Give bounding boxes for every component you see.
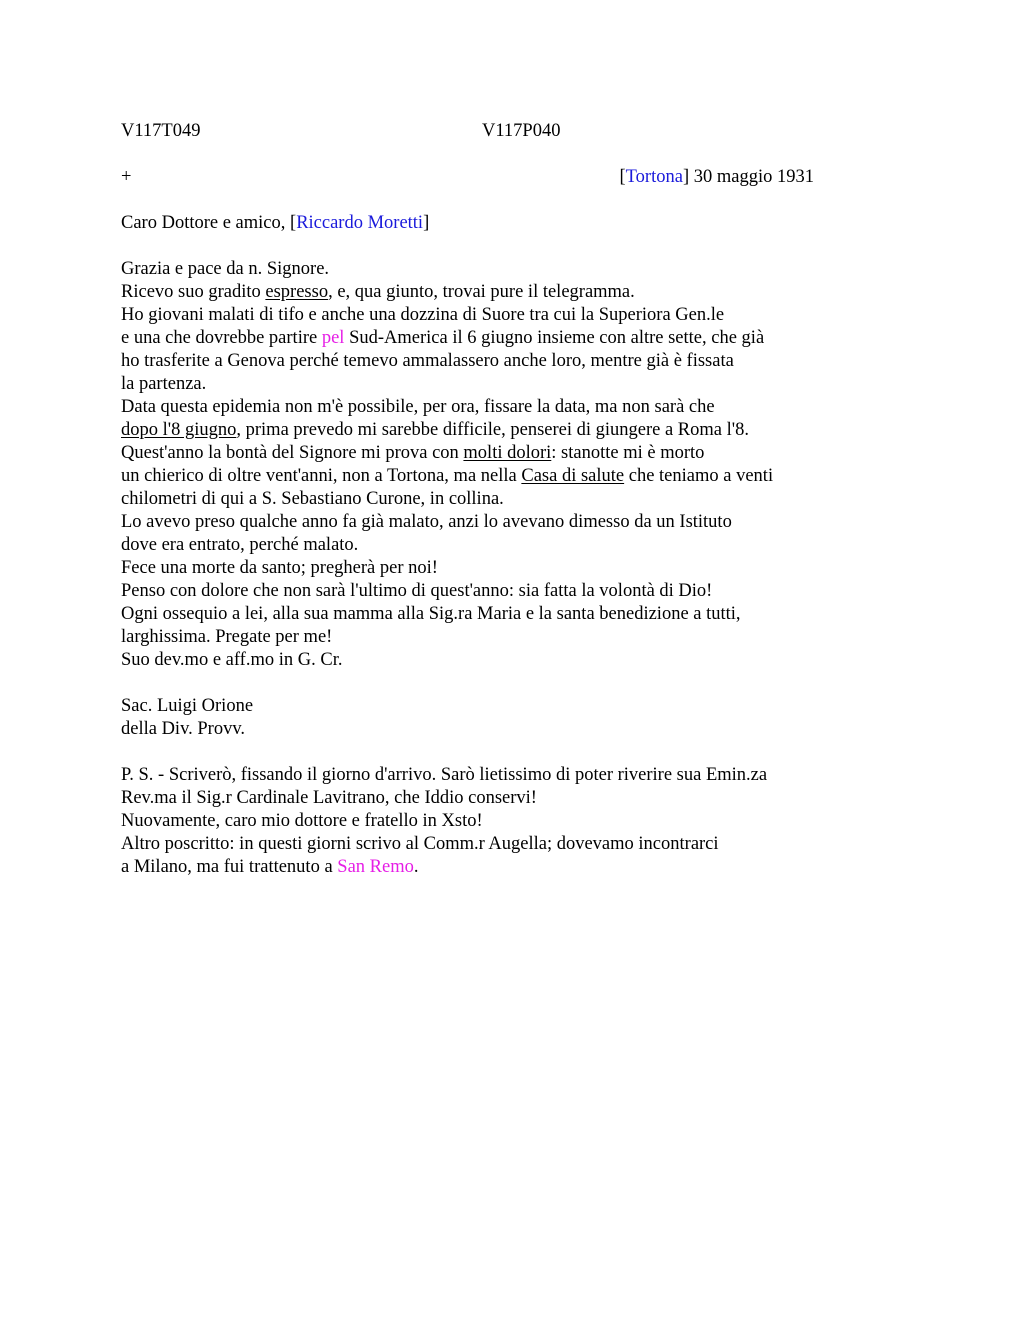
document-codes xyxy=(121,120,841,143)
postscript xyxy=(121,764,841,879)
dateline xyxy=(121,166,841,189)
place-date xyxy=(620,166,815,189)
body-line: dove era entrato, perché malato. xyxy=(121,535,359,555)
body-line: chilometri di qui a S. Sebastiano Curone, in collina. xyxy=(121,489,504,509)
letter-date: 30 maggio 1931 xyxy=(689,167,814,187)
signature-title: della Div. Provv. xyxy=(121,719,245,739)
code-left: V117T049 xyxy=(121,121,201,141)
postscript-line: P. S. - Scriverò, fissando il giorno d'arrivo. Sarò lietissimo di poter riverire sua Emin.za xyxy=(121,765,768,785)
body-line: ho trasferite a Genova perché temevo ammalassero anche loro, mentre già è fissata xyxy=(121,351,734,371)
highlighted-word: pel xyxy=(321,328,345,348)
underlined-text: espresso xyxy=(265,282,329,302)
signature-name: Sac. Luigi Orione xyxy=(121,696,254,716)
body-line: larghissima. Pregate per me! xyxy=(121,627,333,647)
body-line: Ho giovani malati di tifo e anche una dozzina di Suore tra cui la Superiora Gen.le xyxy=(121,305,725,325)
postscript-line: a Milano, ma fui trattenuto a San Remo. xyxy=(121,857,419,877)
body-line: Suo dev.mo e aff.mo in G. Cr. xyxy=(121,650,343,670)
postscript-line: Rev.ma il Sig.r Cardinale Lavitrano, che Iddio conservi! xyxy=(121,788,537,808)
place-bracket-open: [ xyxy=(619,167,626,187)
underlined-text: dopo l'8 giugno xyxy=(121,420,237,440)
body-line: Penso con dolore che non sarà l'ultimo di quest'anno: sia fatta la volontà di Dio! xyxy=(121,581,713,601)
letter-page xyxy=(121,120,841,879)
body-line: Lo avevo preso qualche anno fa già malato, anzi lo avevano dimesso da un Istituto xyxy=(121,512,732,532)
body-line: la partenza. xyxy=(121,374,207,394)
underlined-text: Casa di salute xyxy=(521,466,625,486)
body-line: Quest'anno la bontà del Signore mi prova con molti dolori: stanotte mi è morto xyxy=(121,443,705,463)
cross-symbol: + xyxy=(121,167,132,187)
place-bracket-close: ] xyxy=(682,167,690,187)
letter-body xyxy=(121,258,841,672)
highlighted-place: San Remo xyxy=(337,857,414,877)
body-line: Ricevo suo gradito espresso, e, qua giunto, trovai pure il telegramma. xyxy=(121,282,635,302)
postscript-line: Altro poscritto: in questi giorni scrivo al Comm.r Augella; dovevamo incontrarci xyxy=(121,834,719,854)
body-line: Grazia e pace da n. Signore. xyxy=(121,259,330,279)
underlined-text: molti dolori xyxy=(463,443,552,463)
body-line: un chierico di oltre vent'anni, non a Tortona, ma nella Casa di salute che teniamo a venti xyxy=(121,466,774,486)
postscript-line: Nuovamente, caro mio dottore e fratello in Xsto! xyxy=(121,811,483,831)
body-line: Data questa epidemia non m'è possibile, per ora, fissare la data, ma non sarà che xyxy=(121,397,715,417)
body-line: e una che dovrebbe partire pel Sud-America il 6 giugno insieme con altre sette, che già xyxy=(121,328,765,348)
body-line: Fece una morte da santo; pregherà per noi! xyxy=(121,558,438,578)
signature xyxy=(121,695,841,741)
body-line: dopo l'8 giugno, prima prevedo mi sarebbe difficile, penserei di giungere a Roma l'8. xyxy=(121,420,749,440)
body-line: Ogni ossequio a lei, alla sua mamma alla Sig.ra Maria e la santa benedizione a tutti, xyxy=(121,604,741,624)
code-right: V117P040 xyxy=(482,121,561,141)
place-name: Tortona xyxy=(625,167,683,187)
recipient-name: Riccardo Moretti xyxy=(296,213,424,233)
salutation: Caro Dottore e amico, [Riccardo Moretti] xyxy=(121,213,430,233)
